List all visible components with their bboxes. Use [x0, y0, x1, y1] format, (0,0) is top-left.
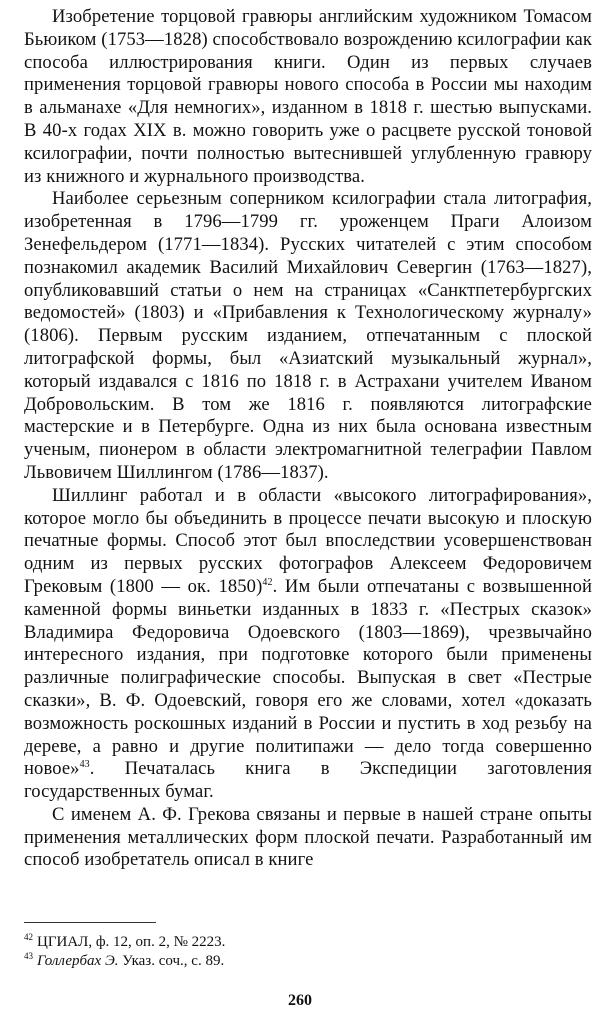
footnote-ref-43[interactable]: 43 [79, 759, 90, 771]
paragraph-4: С именем А. Ф. Грекова связаны и первые в нашей стране опыты применения металлических форм плоской печати. Разработанный им способ изобретатель описал в книге [24, 803, 592, 871]
footnote-42 [24, 933, 584, 952]
paragraph-1: Изобретение торцовой гравюры английским художником Томасом Бьюиком (1753—1828) способствовало возрождению ксилографии как способа иллюстрирования книги. Один из первых случаев применения торцовой гравюры нового способа в России мы находим в альманахе «Для немногих», изданном в 1818 г. шестью выпусками. В 40-х годах XIX в. можно говорить уже о расцвете русской тоновой ксилографии, почти полностью вытеснившей углубленную гравюру из книжного и журнального производства. [24, 6, 592, 187]
paragraph-3-part-3: . Печаталась книга в Экспедиции заготовления государственных бумаг. [24, 758, 592, 803]
paragraph-2: Наиболее серьезным соперником ксилографии стала литография, изобретенная в 1796—1799 гг. уроженцем Праги Алоизом Зенефельдером (1771—1834). Русских читателей с этим способом познакомил академик Василий Михайлович Севергин (1763—1827), опубликовавший статьи о нем на страницах «Санктпетербургских ведомостей» (1803) и «Прибавления к Технологическому журналу» (1806). Первым русским изданием, отпечатанным с плоской литографской формы, был «Азиатский музыкальный журнал», который издавался с 1816 по 1818 г. в Астрахани учителем Иваном Добровольским. В том же 1816 г. появляются литографские мастерские и в Петербурге. Одна из них была основана известным ученым, пионером в области электромагнитной телеграфии Павлом Львовичем Шиллингом (1786—1837). [24, 188, 592, 483]
footnote-43 [24, 952, 584, 971]
footnote-text: ЦГИАЛ, ф. 12, оп. 2, № 2223. [37, 934, 226, 950]
paragraph-3 [24, 485, 592, 804]
page-body [24, 6, 592, 872]
footnote-divider [24, 922, 156, 923]
footnote-number: 43 [24, 951, 33, 961]
footnote-number: 42 [24, 932, 33, 942]
footnotes-section [24, 933, 584, 971]
paragraph-3-part-2: . Им были отпечатаны с возвышенной каменной формы виньетки изданных в 1833 г. «Пестрых сказок» Владимира Федоровича Одоевского (1803—1869), чрезвычайно интересного издания, при подготовке которого были применены различные полиграфические способы. Выпуская в свет «Пестрые сказки», В. Ф. Одоевский, говоря его же словами, хотел «доказать возможность роскошных изданий в России и пустить в ход резьбу на дереве, а равно и другие политипажи — дело тогда совершенно новое» [24, 575, 593, 780]
paragraph-3-part-1: Шиллинг работал и в области «высокого литографирования», которое могло бы объединить в процессе печати высокую и плоскую печатные формы. Способ этот был впоследствии усовершенствован одним из первых русских фотографов Алексеем Федоровичем Грековым (1800 — ок. 1850) [24, 484, 592, 597]
footnote-ref-42[interactable]: 42 [262, 576, 273, 588]
page-number: 260 [288, 992, 312, 1009]
footnote-text: Указ. соч., с. 89. [118, 953, 225, 969]
footnote-author: Голлербах Э. [37, 953, 119, 969]
